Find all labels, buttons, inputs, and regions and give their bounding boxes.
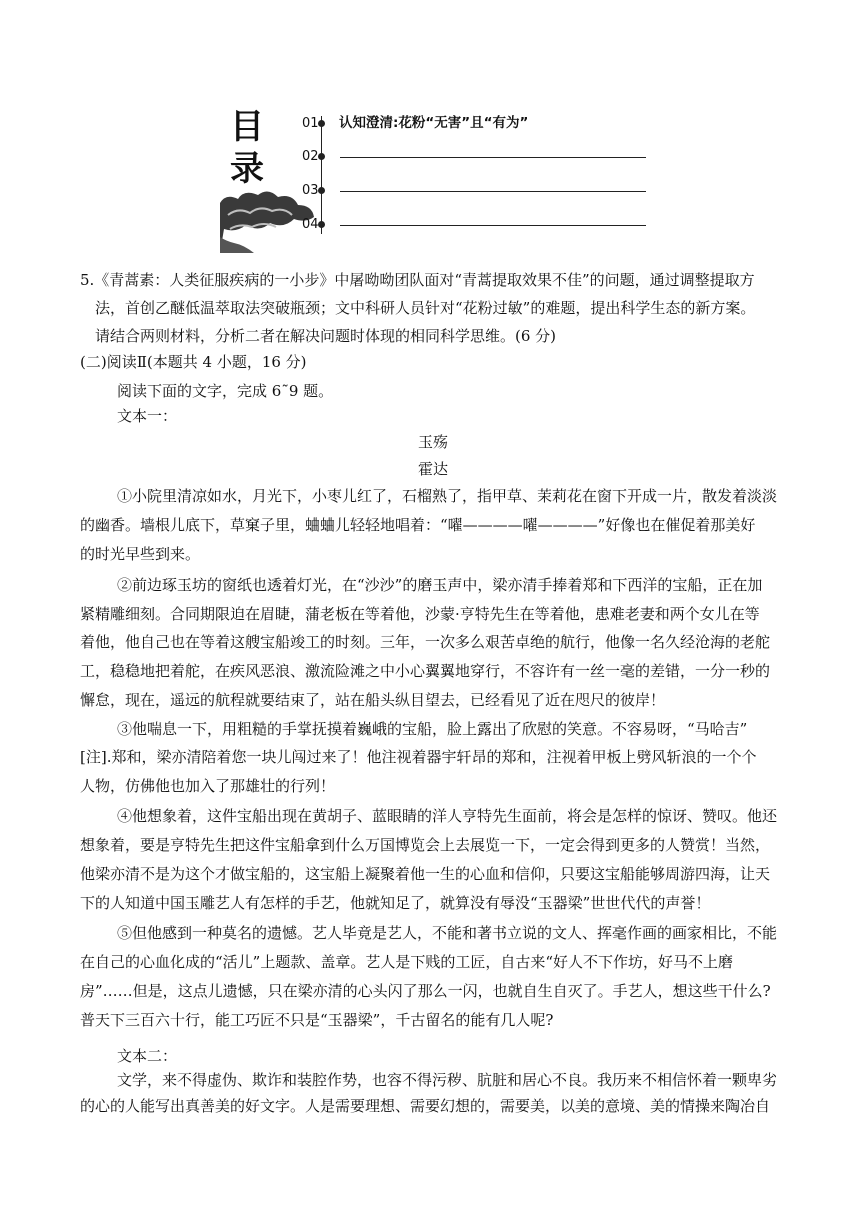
paragraph-line: ③他喘息一下，用粗糙的手掌抚摸着巍峨的宝船，脸上露出了欣慰的笑意。不容易呀，“马哈吉”: [117, 720, 748, 738]
paragraph-line: 的幽香。墙根儿底下，草窠子里，蛐蛐儿轻轻地唱着：“嚁————嚁————”好像也在催促着那美好: [80, 516, 756, 534]
paragraph-line: 人物，仿佛他也加入了那雄壮的行列！: [80, 777, 336, 795]
paragraph-line: 想象着，要是亨特先生把这件宝船拿到什么万国博览会上去展览一下，一定会得到更多的人赞赏！当然，: [80, 836, 771, 854]
paragraph-line: 的时光早些到来。: [80, 545, 201, 563]
toc-axis: [321, 116, 322, 234]
paragraph-line: ②前边琢玉坊的窗纸也透着灯光，在“沙沙”的磨玉声中，梁亦清手捧着郑和下西洋的宝船，正在加: [117, 576, 763, 594]
toc-number: 04: [302, 217, 319, 232]
question-5-line-1: 5.《青蒿素：人类征服疾病的一小步》中屠呦呦团队面对“青蒿提取效果不佳”的问题，通过调整提取方: [80, 271, 755, 289]
toc-blank-line-2: [340, 157, 646, 158]
paragraph-line: 懈怠，现在，遥远的航程就要结束了，站在船头纵目望去，已经看见了近在咫尺的彼岸！: [80, 691, 666, 709]
text-two-label: 文本二：: [117, 1047, 178, 1065]
paragraph-line: 他梁亦清不是为这个才做宝船的，这宝船上凝聚着他一生的心血和信仰，只要这宝船能够周游四海，让天: [80, 865, 771, 883]
toc-number: 01: [302, 116, 319, 131]
paragraph-line: 的心的人能写出真善美的好文字。人是需要理想、需要幻想的，需要美，以美的意境、美的情操来陶冶自: [80, 1097, 771, 1115]
article-author: 霍达: [418, 460, 449, 478]
paragraph-line: 下的人知道中国玉雕艺人有怎样的手艺，他就知足了，就算没有辱没“玉器梁”世世代代的声誉！: [80, 894, 711, 912]
toc-bullet-3: [318, 187, 325, 194]
text-one-label: 文本一：: [117, 407, 178, 425]
paragraph-line: 工，稳稳地把着舵，在疾风恶浪、激流险滩之中小心翼翼地穿行，不容许有一丝一毫的差错，一分一秒的: [80, 662, 771, 680]
question-5-line-3: 请结合两则材料，分析二者在解决问题时体现的相同科学思维。(6 分): [95, 327, 557, 345]
paragraph-line: [注].郑和，梁亦清陪着您一块儿闯过来了！他注视着器宇轩昂的郑和，注视着甲板上劈风斩浪的一个个: [80, 748, 757, 766]
toc-title-char-1: 目: [230, 107, 264, 147]
paragraph-line: 紧精雕细刻。合同期限迫在眉睫，蒲老板在等着他，沙蒙·亨特先生在等着他，患难老妻和两个女儿在等: [80, 605, 760, 623]
paragraph-line: 房”……但是，这点儿遗憾，只在梁亦清的心头闪了那么一闪，也就自生自灭了。手艺人，想这些干什么?: [80, 982, 771, 1000]
reading-instruction: 阅读下面的文字，完成 6˜9 题。: [117, 382, 334, 400]
toc-blank-line-3: [340, 191, 646, 192]
paragraph-line: 着他，他自己也在等着这艘宝船竣工的时刻。三年，一次多么艰苦卓绝的航行，他像一名久经沧海的老舵: [80, 633, 771, 651]
paragraph-line: 普天下三百六十行，能工巧匠不只是“玉器梁”，千古留名的能有几人呢?: [80, 1011, 554, 1029]
toc-number: 03: [302, 183, 319, 198]
paragraph-line: ①小院里清凉如水，月光下，小枣儿红了，石榴熟了，指甲草、茉莉花在窗下开成一片，散发着淡淡: [117, 487, 778, 505]
section-heading: (二)阅读Ⅱ(本题共 4 小题，16 分): [80, 353, 307, 371]
question-5-line-2: 法，首创乙醚低温萃取法突破瓶颈；文中科研人员针对“花粉过敏”的难题，提出科学生态的新方案。: [95, 299, 756, 317]
toc-bullet-4: [318, 221, 325, 228]
toc-bullet-1: [318, 120, 325, 127]
paragraph-line: ⑤但他感到一种莫名的遗憾。艺人毕竟是艺人，不能和著书立说的文人、挥毫作画的画家相比，不能: [117, 924, 778, 942]
paragraph-line: ④他想象着，这件宝船出现在黄胡子、蓝眼睛的洋人亨特先生面前，将会是怎样的惊讶、赞叹。他还: [117, 807, 778, 825]
toc-bullet-2: [318, 153, 325, 160]
paragraph-line: 文学，来不得虚伪、欺诈和装腔作势，也容不得污秽、肮脏和居心不良。我历来不相信怀着一颗卑劣: [117, 1071, 778, 1089]
toc-title-char-2: 录: [230, 149, 264, 189]
toc-number: 02: [302, 149, 319, 164]
paragraph-line: 在自己的心血化成的“活儿”上题款、盖章。艺人是下贱的工匠，自古来“好人不下作坊，好马不上磨: [80, 953, 734, 971]
article-title: 玉殇: [418, 433, 449, 451]
toc-entry-1: 认知澄清:花粉“无害”且“有为”: [339, 115, 529, 131]
toc-blank-line-4: [340, 225, 646, 226]
